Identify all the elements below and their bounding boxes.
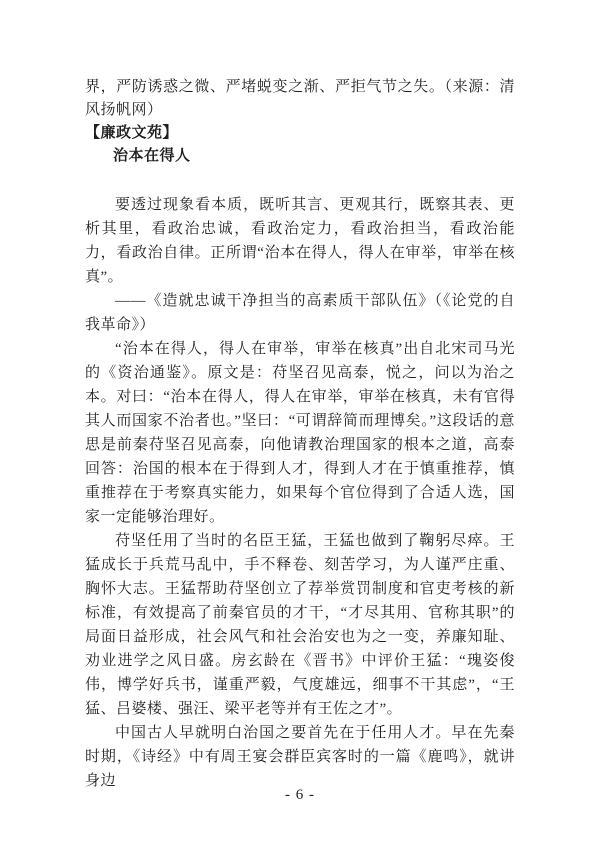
paragraph: 中国古人早就明白治国之要首先在于任用人才。早在先秦时期，《诗经》中有周王宴会群臣宾客时的一篇《鹿鸣》，就讲身边 [85,725,515,789]
paragraph: 要透过现象看本质，既听其言、更观其行，既察其表、更析其里，看政治忠诚，看政治定力，看政治担当，看政治能力，看政治自律。正所谓“治本在得人，得人在审举，审举在核真”。 [85,197,515,285]
paragraph: 苻坚任用了当时的名臣王猛，王猛也做到了鞠躬尽瘁。王猛成长于兵荒马乱中，手不释卷、刻苦学习，为人谨严庄重、胸怀大志。王猛帮助苻坚创立了荐举赏罚制度和官吏考核的新标准，有效提高了前秦官员的才干，“才尽其用、官称其职”的局面日益形成，社会风气和社会治安也为之一变，养廉知耻、劝业进学之风日盛。房玄龄在《晋书》中评价王猛：“瑰姿俊伟，博学好兵书，谨重严毅，气度雄远，细事不干其虑”，“王猛、吕婆楼、强汪、梁平老等并有王佐之才”。 [85,533,515,717]
paragraph-attribution: ——《造就忠诚干净担当的高素质干部队伍》（《论党的自我革命》） [85,293,515,333]
section-heading: 【廉政文苑】 [85,125,179,141]
paragraph: “治本在得人，得人在审举，审举在核真”出自北宋司马光的《资治通鉴》。原文是：苻坚召见高泰，悦之，问以为治之本。对曰：“治本在得人，得人在审举，审举在核真，未有官得其人而国家不治者也。”坚曰：“可谓辞简而理博矣。”这段话的意思是前秦苻坚召见高泰，向他请教治理国家的根本之道，高泰回答：治国的根本在于得到人才，得到人才在于慎重推荐，慎重推荐在于考察真实能力，如果每个官位得到了合适人选，国家一定能够治理好。 [85,341,515,525]
page-number: - 6 - [285,787,315,803]
paragraph-continuation: 界，严防诱惑之微、严堵蜕变之渐、严拒气节之失。（来源：清风扬帆网） [85,79,515,118]
article-title: 治本在得人 [113,148,191,164]
page-content [85,76,515,793]
